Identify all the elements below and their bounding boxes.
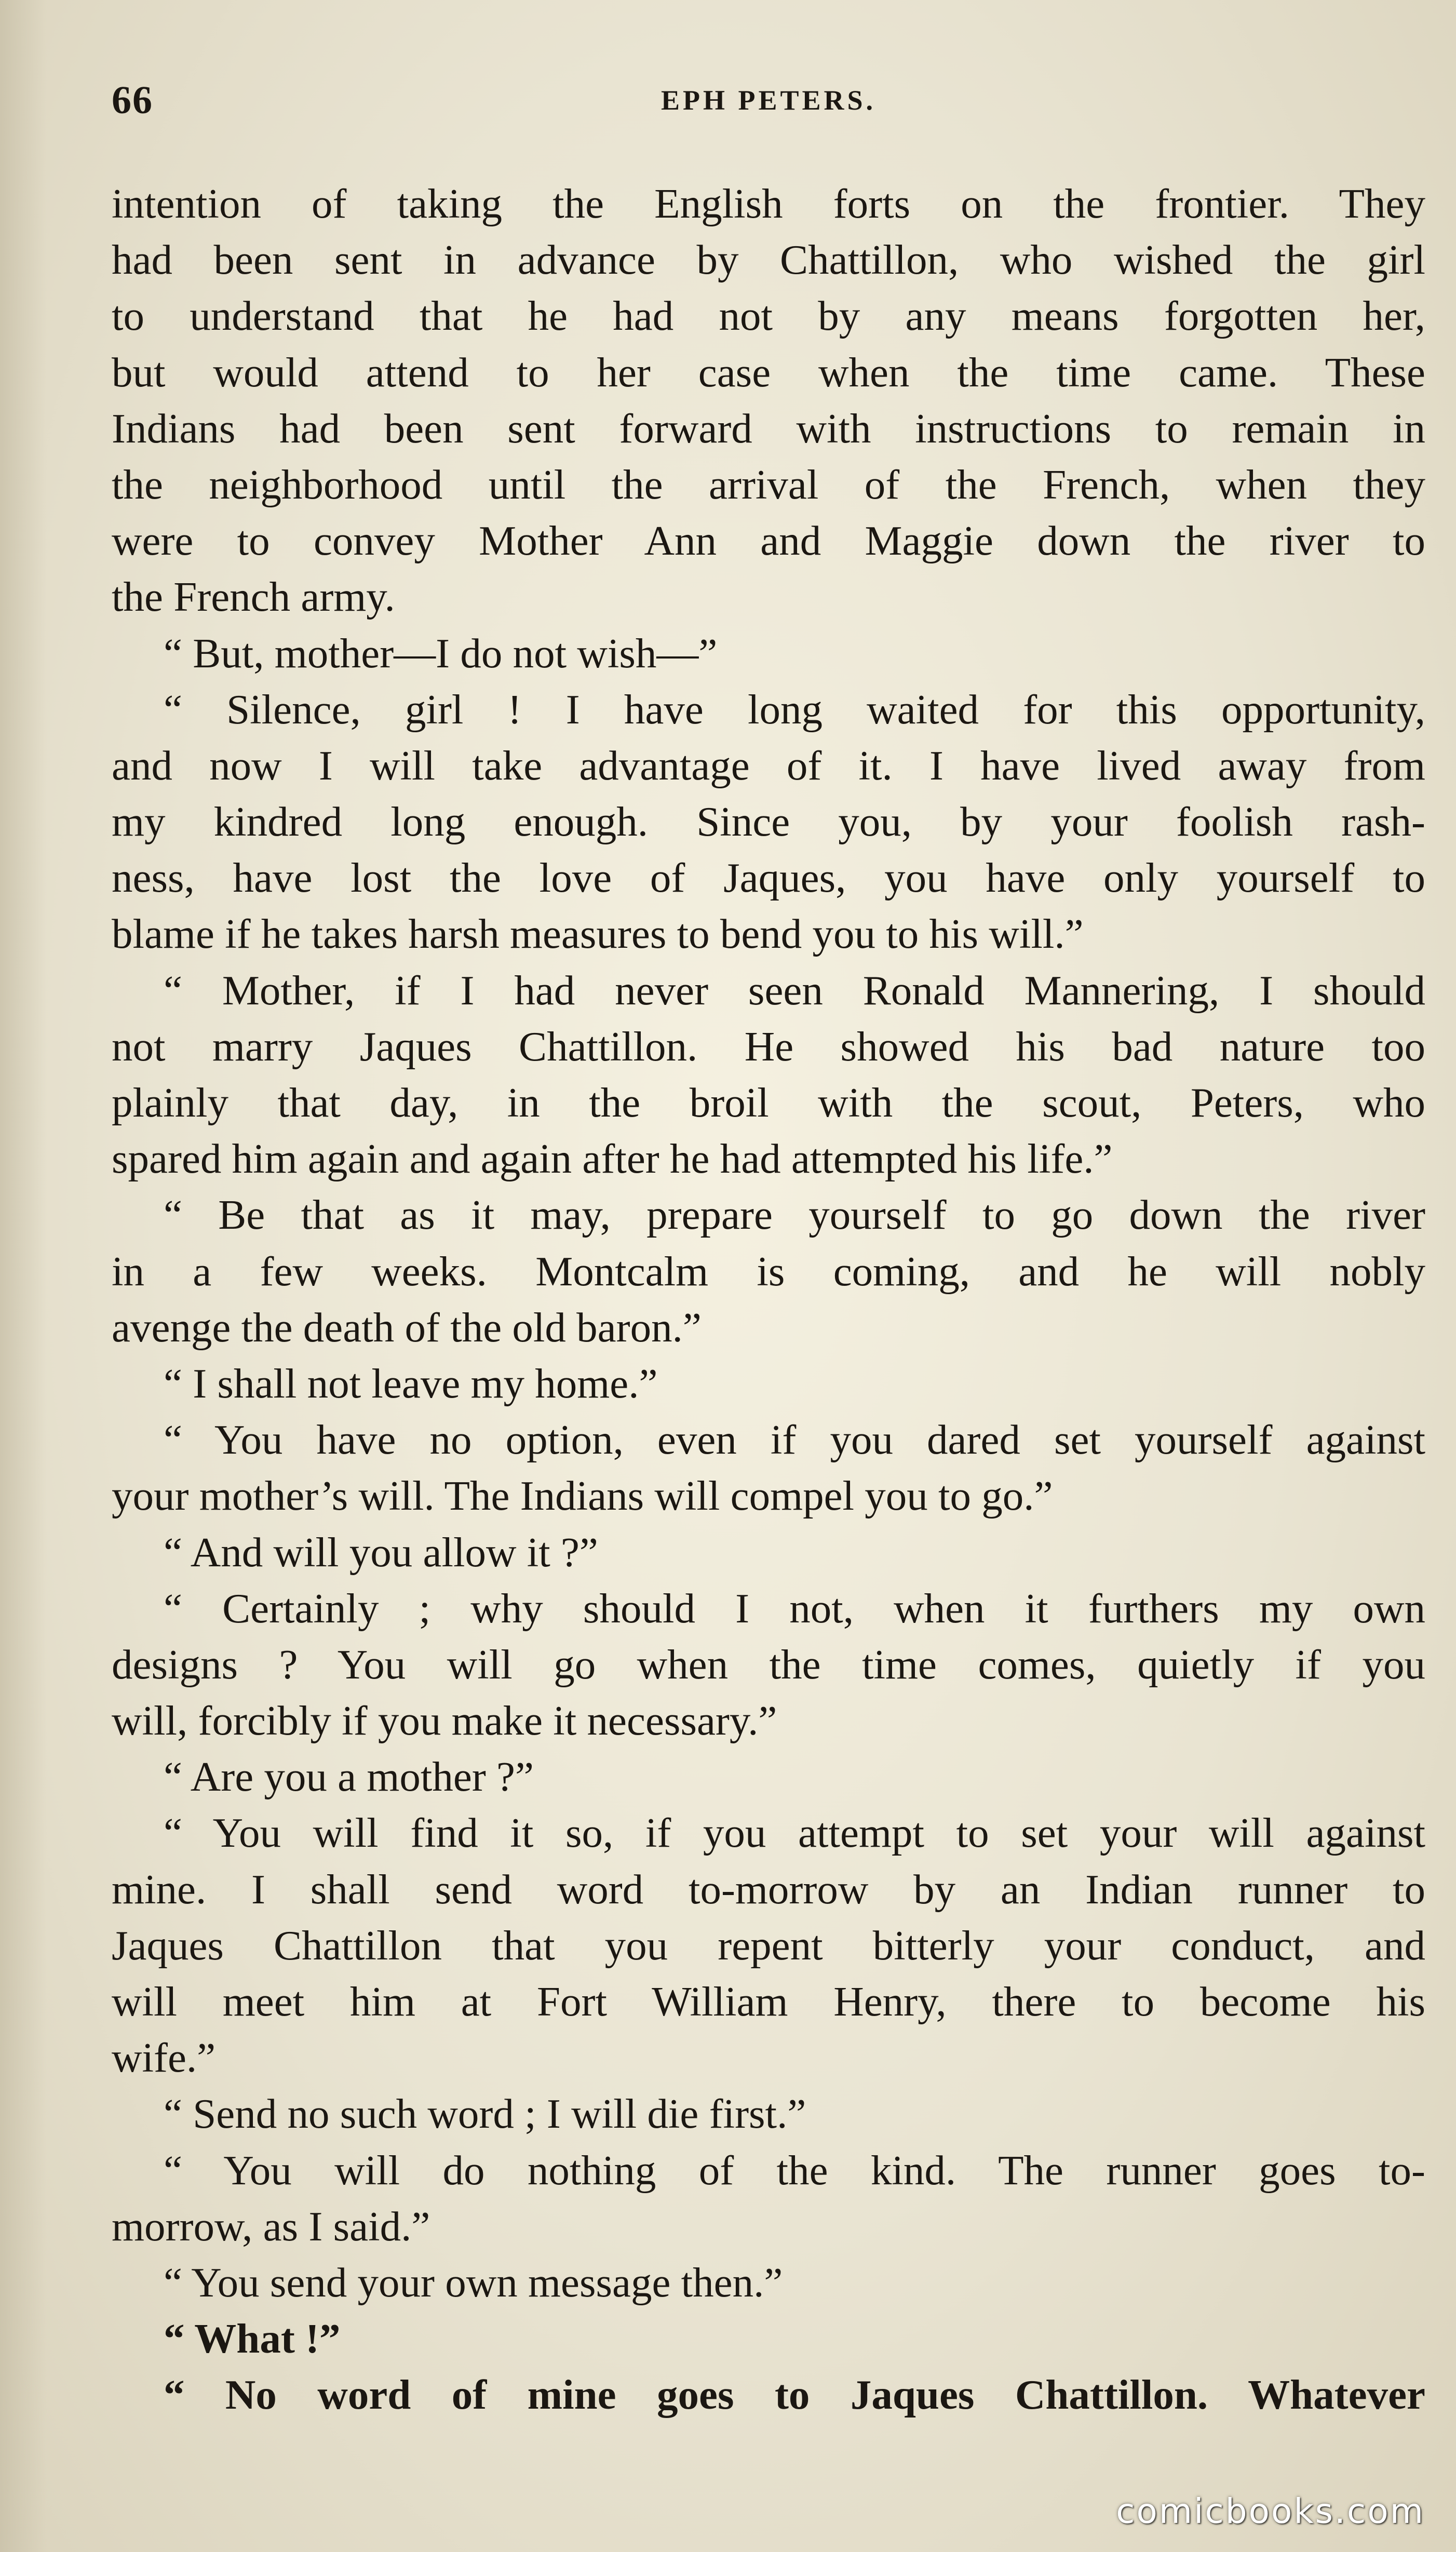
text-line: morrow, as I said.” — [112, 2202, 430, 2250]
text-line: and now I will take advantage of it. I have lived away from — [112, 742, 1425, 789]
text-line: avenge the death of the old baron.” — [112, 1304, 702, 1351]
text-line: in a few weeks. Montcalm is coming, and he will nobly — [112, 1247, 1425, 1295]
text-line: “ No word of mine goes to Jaques Chattillon. Whatever — [164, 2371, 1425, 2419]
text-line: Indians had been sent forward with instructions to remain in — [112, 405, 1425, 452]
page-number: 66 — [112, 78, 153, 122]
text-line: “ Mother, if I had never seen Ronald Mannering, I should — [164, 966, 1425, 1014]
text-line: will, forcibly if you make it necessary.” — [112, 1697, 777, 1744]
running-head: EPH PETERS. — [660, 85, 877, 116]
text-line: the French army. — [112, 573, 395, 621]
text-line: spared him again and again after he had attempted his life.” — [112, 1135, 1113, 1183]
site-watermark: comicbooks.com — [1116, 2491, 1425, 2531]
text-line: your mother’s will. The Indians will compel you to go.” — [112, 1472, 1053, 1520]
text-line: mine. I shall send word to-morrow by an Indian runner to — [112, 1865, 1425, 1913]
page-header — [112, 78, 1425, 140]
text-line: “ Send no such word ; I will die first.” — [164, 2090, 806, 2138]
text-line: “ I shall not leave my home.” — [164, 1360, 658, 1407]
text-line: had been sent in advance by Chattillon, who wished the girl — [112, 236, 1425, 284]
text-line: “ You send your own message then.” — [164, 2259, 783, 2306]
body-text — [112, 176, 1425, 2423]
text-line: “ And will you allow it ?” — [164, 1528, 598, 1576]
text-line: ness, have lost the love of Jaques, you have only yourself to — [112, 854, 1425, 902]
text-line: “ Are you a mother ?” — [164, 1753, 534, 1801]
text-line: to understand that he had not by any means forgotten her, — [112, 292, 1425, 340]
text-line: but would attend to her case when the time came. These — [112, 348, 1425, 396]
text-line: “ You have no option, even if you dared set yourself against — [164, 1416, 1425, 1463]
text-line: the neighborhood until the arrival of the French, when they — [112, 461, 1425, 508]
text-line: were to convey Mother Ann and Maggie down the river to — [112, 517, 1425, 565]
text-line: wife.” — [112, 2034, 216, 2081]
text-line: blame if he takes harsh measures to bend you to his will.” — [112, 910, 1084, 958]
page-edge-shadow — [0, 0, 47, 2552]
text-line: “ You will find it so, if you attempt to set your will against — [164, 1809, 1425, 1857]
text-line: Jaques Chattillon that you repent bitterly your conduct, and — [112, 1922, 1425, 1969]
text-line: my kindred long enough. Since you, by your foolish rash- — [112, 798, 1425, 845]
text-line: “ Certainly ; why should I not, when it furthers my own — [164, 1584, 1425, 1632]
text-line: intention of taking the English forts on the frontier. They — [112, 180, 1425, 227]
text-line: plainly that day, in the broil with the scout, Peters, who — [112, 1079, 1425, 1126]
text-line: designs ? You will go when the time comes, quietly if you — [112, 1641, 1425, 1688]
text-line: “ Be that as it may, prepare yourself to go down the river — [164, 1191, 1425, 1239]
text-line: will meet him at Fort William Henry, there to become his — [112, 1978, 1425, 2025]
text-line: “ You will do nothing of the kind. The runner goes to- — [164, 2146, 1425, 2194]
text-line: “ Silence, girl ! I have long waited for this opportunity, — [164, 686, 1425, 733]
text-line: not marry Jaques Chattillon. He showed his bad nature too — [112, 1023, 1425, 1070]
text-line: “ But, mother—I do not wish—” — [164, 629, 718, 677]
text-line: “ What !” — [164, 2315, 341, 2362]
